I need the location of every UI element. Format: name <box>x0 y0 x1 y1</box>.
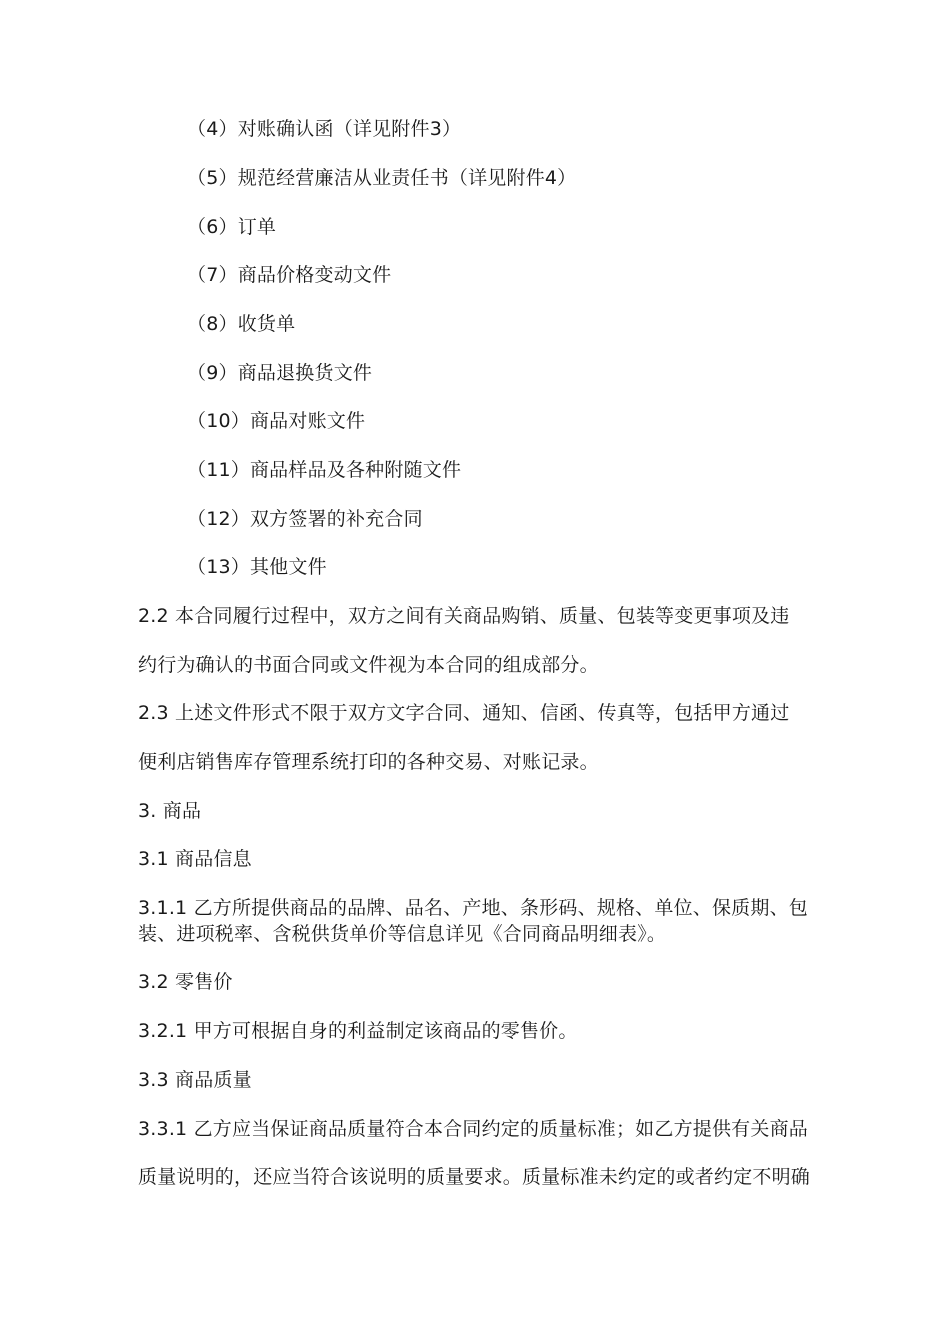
clause-3-1-1-line-2: 装、进项税率、含税供货单价等信息详见《合同商品明细表》。 <box>138 923 667 945</box>
clause-3-3-1-line-1: 3.3.1 乙方应当保证商品质量符合本合同约定的质量标准；如乙方提供有关商品 <box>138 1118 808 1140</box>
attachment-item-10: （10）商品对账文件 <box>187 410 366 432</box>
section-3-3-heading: 3.3 商品质量 <box>138 1069 252 1091</box>
section-3-1-heading: 3.1 商品信息 <box>138 848 252 870</box>
clause-2-3-line-1: 2.3 上述文件形式不限于双方文字合同、通知、信函、传真等，包括甲方通过 <box>138 702 790 724</box>
section-3-heading: 3. 商品 <box>138 800 202 822</box>
attachment-item-4: （4）对账确认函（详见附件3） <box>187 118 462 140</box>
attachment-item-9: （9）商品退换货文件 <box>187 362 373 384</box>
attachment-item-5: （5）规范经营廉洁从业责任书（详见附件4） <box>187 167 577 189</box>
attachment-item-7: （7）商品价格变动文件 <box>187 264 392 286</box>
clause-3-1-1-line-1: 3.1.1 乙方所提供商品的品牌、品名、产地、条形码、规格、单位、保质期、包 <box>138 897 808 919</box>
attachment-item-6: （6）订单 <box>187 216 277 238</box>
clause-3-2-1: 3.2.1 甲方可根据自身的利益制定该商品的零售价。 <box>138 1020 578 1042</box>
clause-2-2-line-2: 约行为确认的书面合同或文件视为本合同的组成部分。 <box>138 654 599 676</box>
clause-2-2-line-1: 2.2 本合同履行过程中，双方之间有关商品购销、质量、包装等变更事项及违 <box>138 605 790 627</box>
section-3-2-heading: 3.2 零售价 <box>138 971 233 993</box>
clause-2-3-line-2: 便利店销售库存管理系统打印的各种交易、对账记录。 <box>138 751 599 773</box>
attachment-item-8: （8）收货单 <box>187 313 296 335</box>
attachment-item-11: （11）商品样品及各种附随文件 <box>187 459 462 481</box>
attachment-item-13: （13）其他文件 <box>187 556 327 578</box>
clause-3-3-1-line-2: 质量说明的，还应当符合该说明的质量要求。质量标准未约定的或者约定不明确 <box>138 1166 811 1188</box>
attachment-item-12: （12）双方签署的补充合同 <box>187 508 423 530</box>
